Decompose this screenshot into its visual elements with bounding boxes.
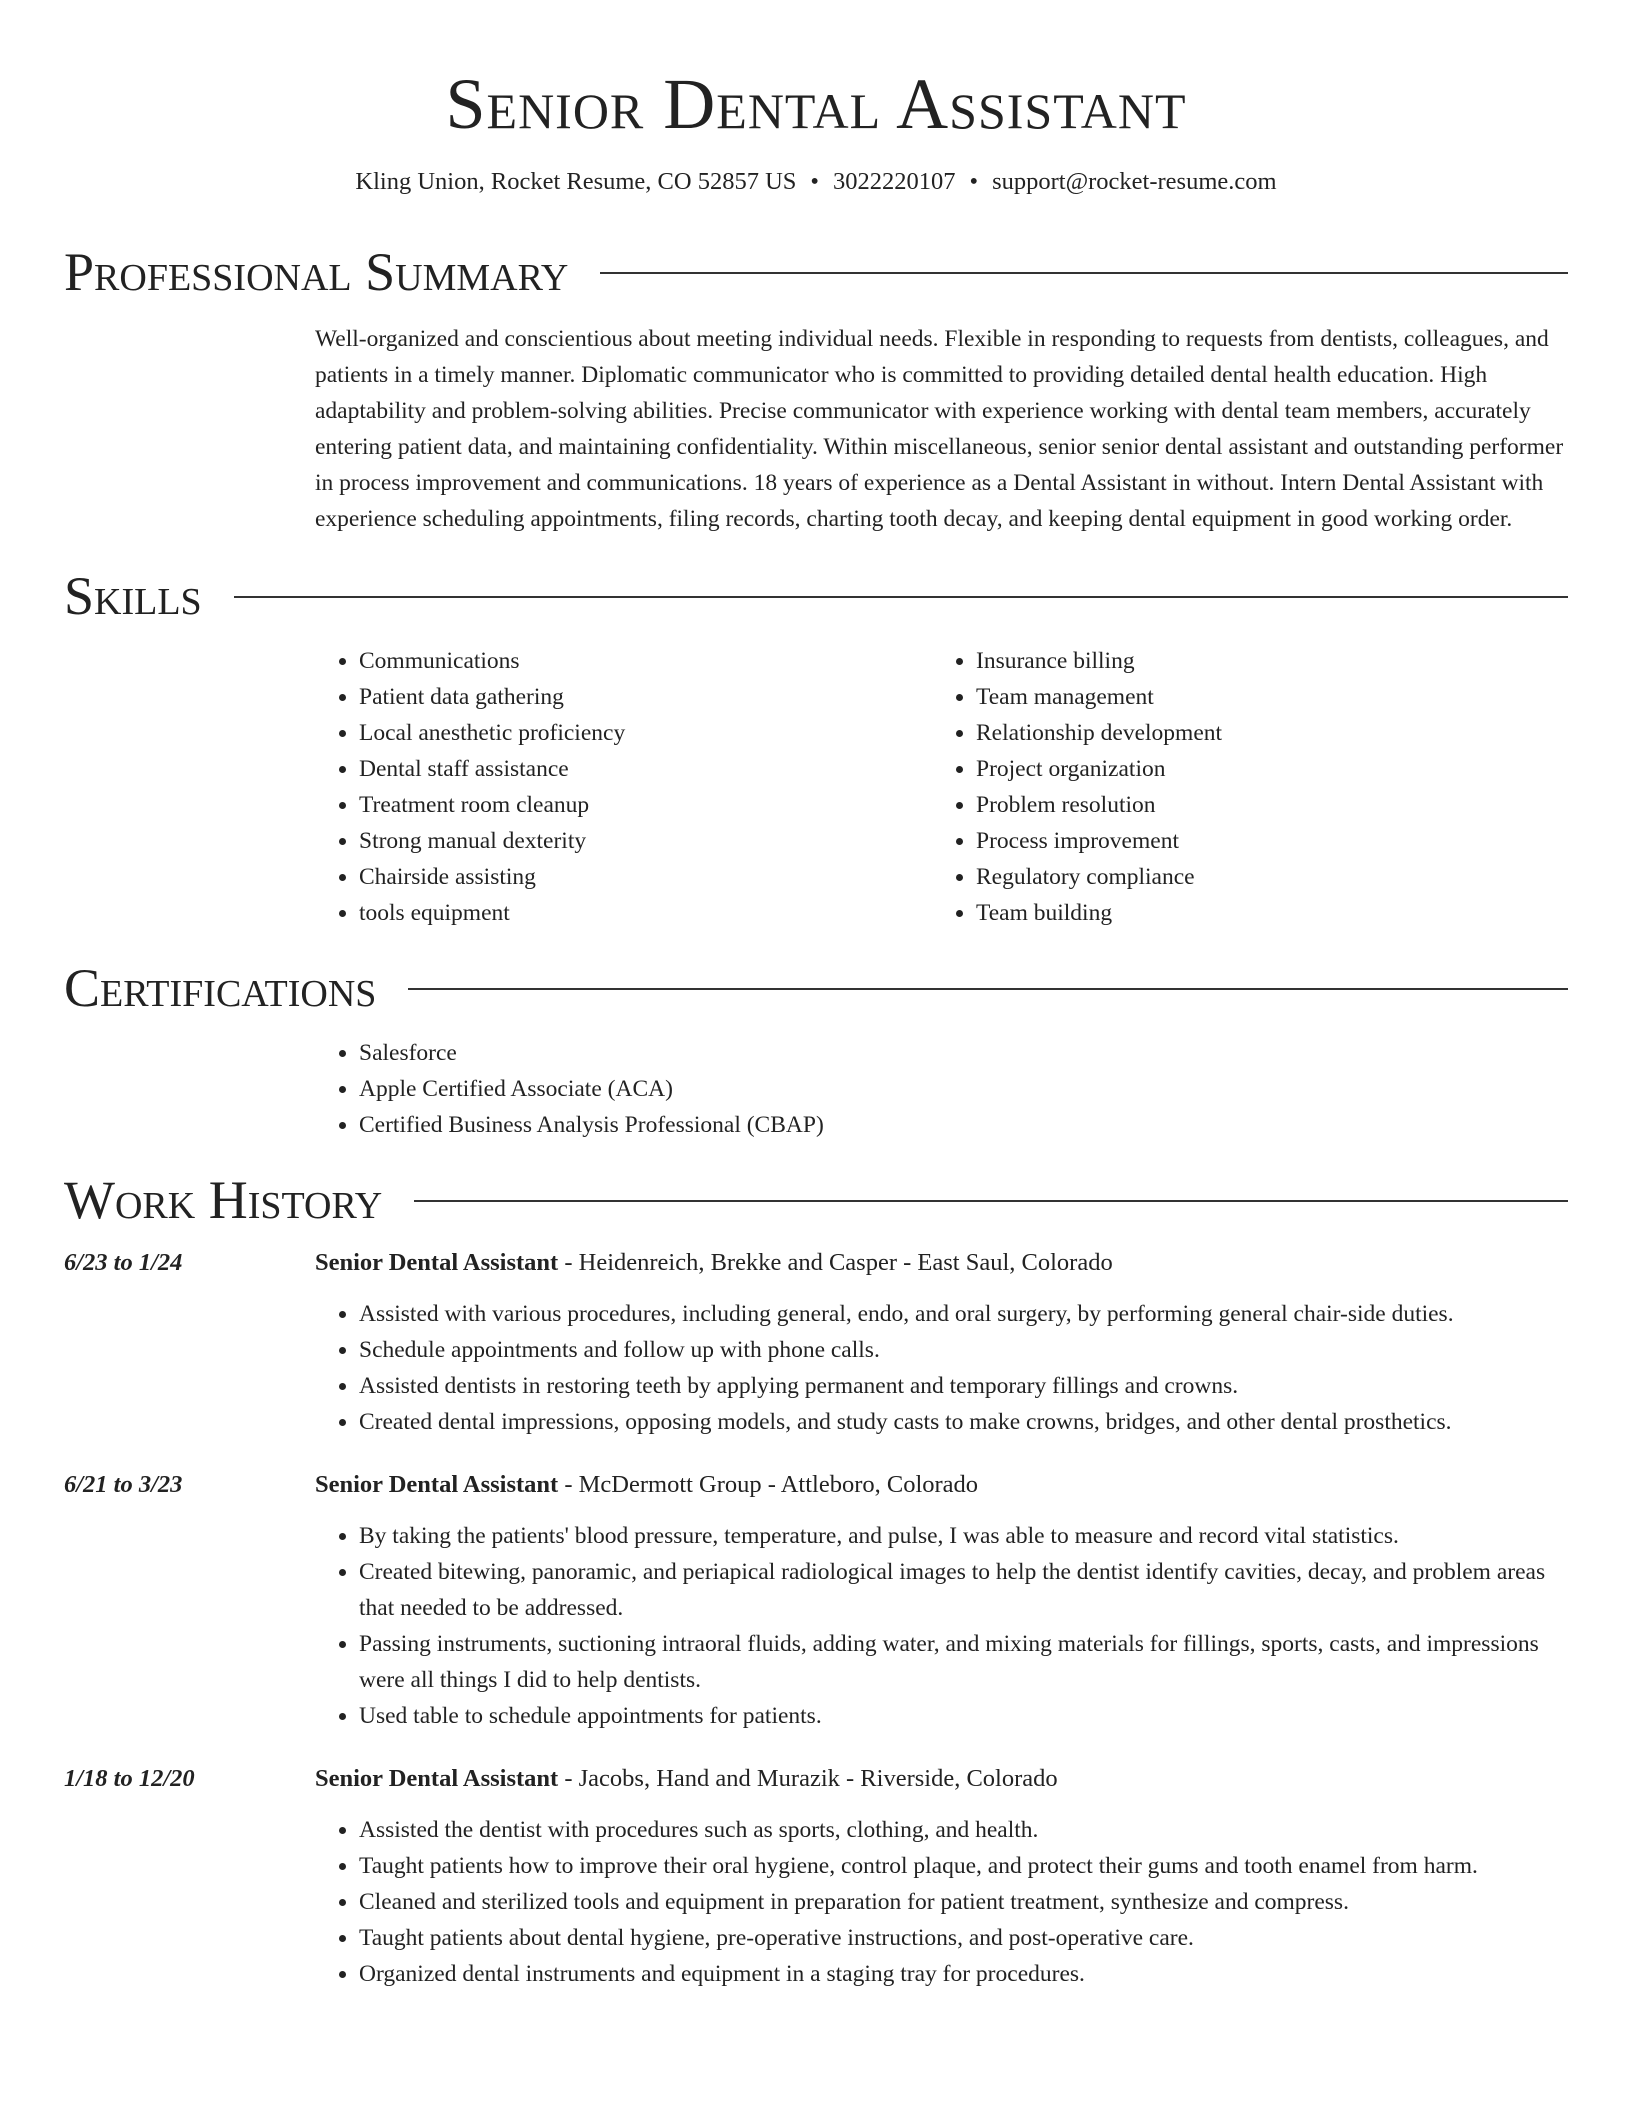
section-divider (600, 272, 1568, 274)
job-position (315, 1246, 1113, 1280)
job-duty-item: • Schedule appointments and follow up with phone calls. (359, 1332, 1568, 1368)
skill-item: • Relationship development (976, 715, 1549, 751)
skill-item: • Treatment room cleanup (359, 787, 932, 823)
job-duties (315, 1812, 1568, 1992)
section-divider (408, 988, 1568, 990)
job-dates: 6/21 to 3/23 (64, 1471, 183, 1498)
skills-heading: Skills (64, 566, 202, 626)
job-duty-item: • By taking the patients' blood pressure, temperature, and pulse, I was able to measure and record vital statistics. (359, 1518, 1568, 1554)
skill-item: • Local anesthetic proficiency (359, 715, 932, 751)
certification-item: • Apple Certified Associate (ACA) (359, 1071, 1568, 1107)
job-duty-item: • Passing instruments, suctioning intraoral fluids, adding water, and mixing materials for fillings, sports, casts, and impressions were all things I did to help dentists. (359, 1626, 1568, 1698)
skill-item: • Dental staff assistance (359, 751, 932, 787)
skill-item: • Team management (976, 679, 1549, 715)
job-position (315, 1762, 1058, 1796)
job-duty-item: • Assisted with various procedures, including general, endo, and oral surgery, by performing general chair-side duties. (359, 1296, 1568, 1332)
job-duty-item: • Assisted dentists in restoring teeth by applying permanent and temporary fillings and crowns. (359, 1368, 1568, 1404)
contact-separator: • (969, 168, 979, 195)
skill-item: • Process improvement (976, 823, 1549, 859)
job-employer-location: - Heidenreich, Brekke and Casper - East Saul, Colorado (558, 1249, 1113, 1276)
job-dates: 6/23 to 1/24 (64, 1249, 183, 1276)
skill-item: • tools equipment (359, 895, 932, 931)
certification-item: • Certified Business Analysis Professional (CBAP) (359, 1107, 1568, 1143)
skills-list (315, 643, 1568, 931)
summary-section-header (64, 240, 1568, 304)
certifications-heading: Certifications (64, 958, 377, 1018)
job-duty-item: • Used table to schedule appointments for patients. (359, 1698, 1568, 1734)
skill-item: • Chairside assisting (359, 859, 932, 895)
section-divider (234, 596, 1568, 598)
job-title: Senior Dental Assistant (315, 1249, 559, 1276)
skill-item: • Problem resolution (976, 787, 1549, 823)
skill-item: • Project organization (976, 751, 1549, 787)
section-divider (414, 1200, 1568, 1202)
skill-item: • Regulatory compliance (976, 859, 1549, 895)
job-entry (64, 1468, 1568, 1734)
summary-text: Well-organized and conscientious about meeting individual needs. Flexible in responding to requests from dentists, colleagues, and patients in a timely manner. Diplomatic communicator who is committed to providing detailed dental health education. High adaptability and problem-solving abilities. Precise communicator with experience working with dental team members, accurately entering patient data, and maintaining confidentiality. Within miscellaneous, senior senior dental assistant and outstanding performer in process improvement and communications. 18 years of experience as a Dental Assistant in without. Intern Dental Assistant with experience scheduling appointments, filing records, charting tooth decay, and keeping dental equipment in good working order. (315, 326, 1564, 532)
job-position (315, 1468, 978, 1502)
job-duties (315, 1518, 1568, 1734)
skill-item: • Communications (359, 643, 932, 679)
job-duty-item: • Taught patients about dental hygiene, pre-operative instructions, and post-operative care. (359, 1920, 1568, 1956)
job-employer-location: - Jacobs, Hand and Murazik - Riverside, Colorado (558, 1765, 1058, 1792)
job-header (64, 1468, 1568, 1502)
contact-line (64, 166, 1568, 198)
skill-item: • Strong manual dexterity (359, 823, 932, 859)
skills-section-header (64, 564, 1568, 628)
skill-item: • Patient data gathering (359, 679, 932, 715)
contact-email: support@rocket-resume.com (992, 168, 1277, 195)
job-duty-item: • Assisted the dentist with procedures such as sports, clothing, and health. (359, 1812, 1568, 1848)
skills-column-left (315, 643, 932, 931)
skill-item: • Team building (976, 895, 1549, 931)
job-entry (64, 1246, 1568, 1440)
work-history-list (64, 1246, 1568, 1992)
contact-address: Kling Union, Rocket Resume, CO 52857 US (355, 168, 797, 195)
resume-page (64, 0, 1568, 1992)
summary-heading: Professional Summary (64, 242, 569, 302)
job-duty-item: • Taught patients how to improve their oral hygiene, control plaque, and protect their gums and tooth enamel from harm. (359, 1848, 1568, 1884)
certifications-section-header (64, 956, 1568, 1020)
skill-item: • Insurance billing (976, 643, 1549, 679)
resume-name: Senior Dental Assistant (445, 64, 1187, 144)
job-duty-item: • Created dental impressions, opposing models, and study casts to make crowns, bridges, and other dental prosthetics. (359, 1404, 1568, 1440)
contact-separator: • (810, 168, 819, 195)
job-entry (64, 1762, 1568, 1992)
job-employer-location: - McDermott Group - Attleboro, Colorado (558, 1471, 979, 1498)
job-header (64, 1246, 1568, 1280)
work-section-header (64, 1168, 1568, 1232)
job-duty-item: • Organized dental instruments and equipment in a staging tray for procedures. (359, 1956, 1568, 1992)
job-dates: 1/18 to 12/20 (64, 1765, 195, 1792)
work-heading: Work History (64, 1170, 383, 1230)
job-title: Senior Dental Assistant (315, 1471, 559, 1498)
certifications-list (315, 1035, 1568, 1143)
job-header (64, 1762, 1568, 1796)
job-duty-item: • Created bitewing, panoramic, and periapical radiological images to help the dentist identify cavities, decay, and problem areas that needed to be addressed. (359, 1554, 1568, 1626)
skills-column-right (932, 643, 1549, 931)
job-duties (315, 1296, 1568, 1440)
certification-item: • Salesforce (359, 1035, 1568, 1071)
contact-phone: 3022220107 (833, 168, 956, 195)
job-title: Senior Dental Assistant (315, 1765, 559, 1792)
job-duty-item: • Cleaned and sterilized tools and equipment in preparation for patient treatment, synthesize and compress. (359, 1884, 1568, 1920)
